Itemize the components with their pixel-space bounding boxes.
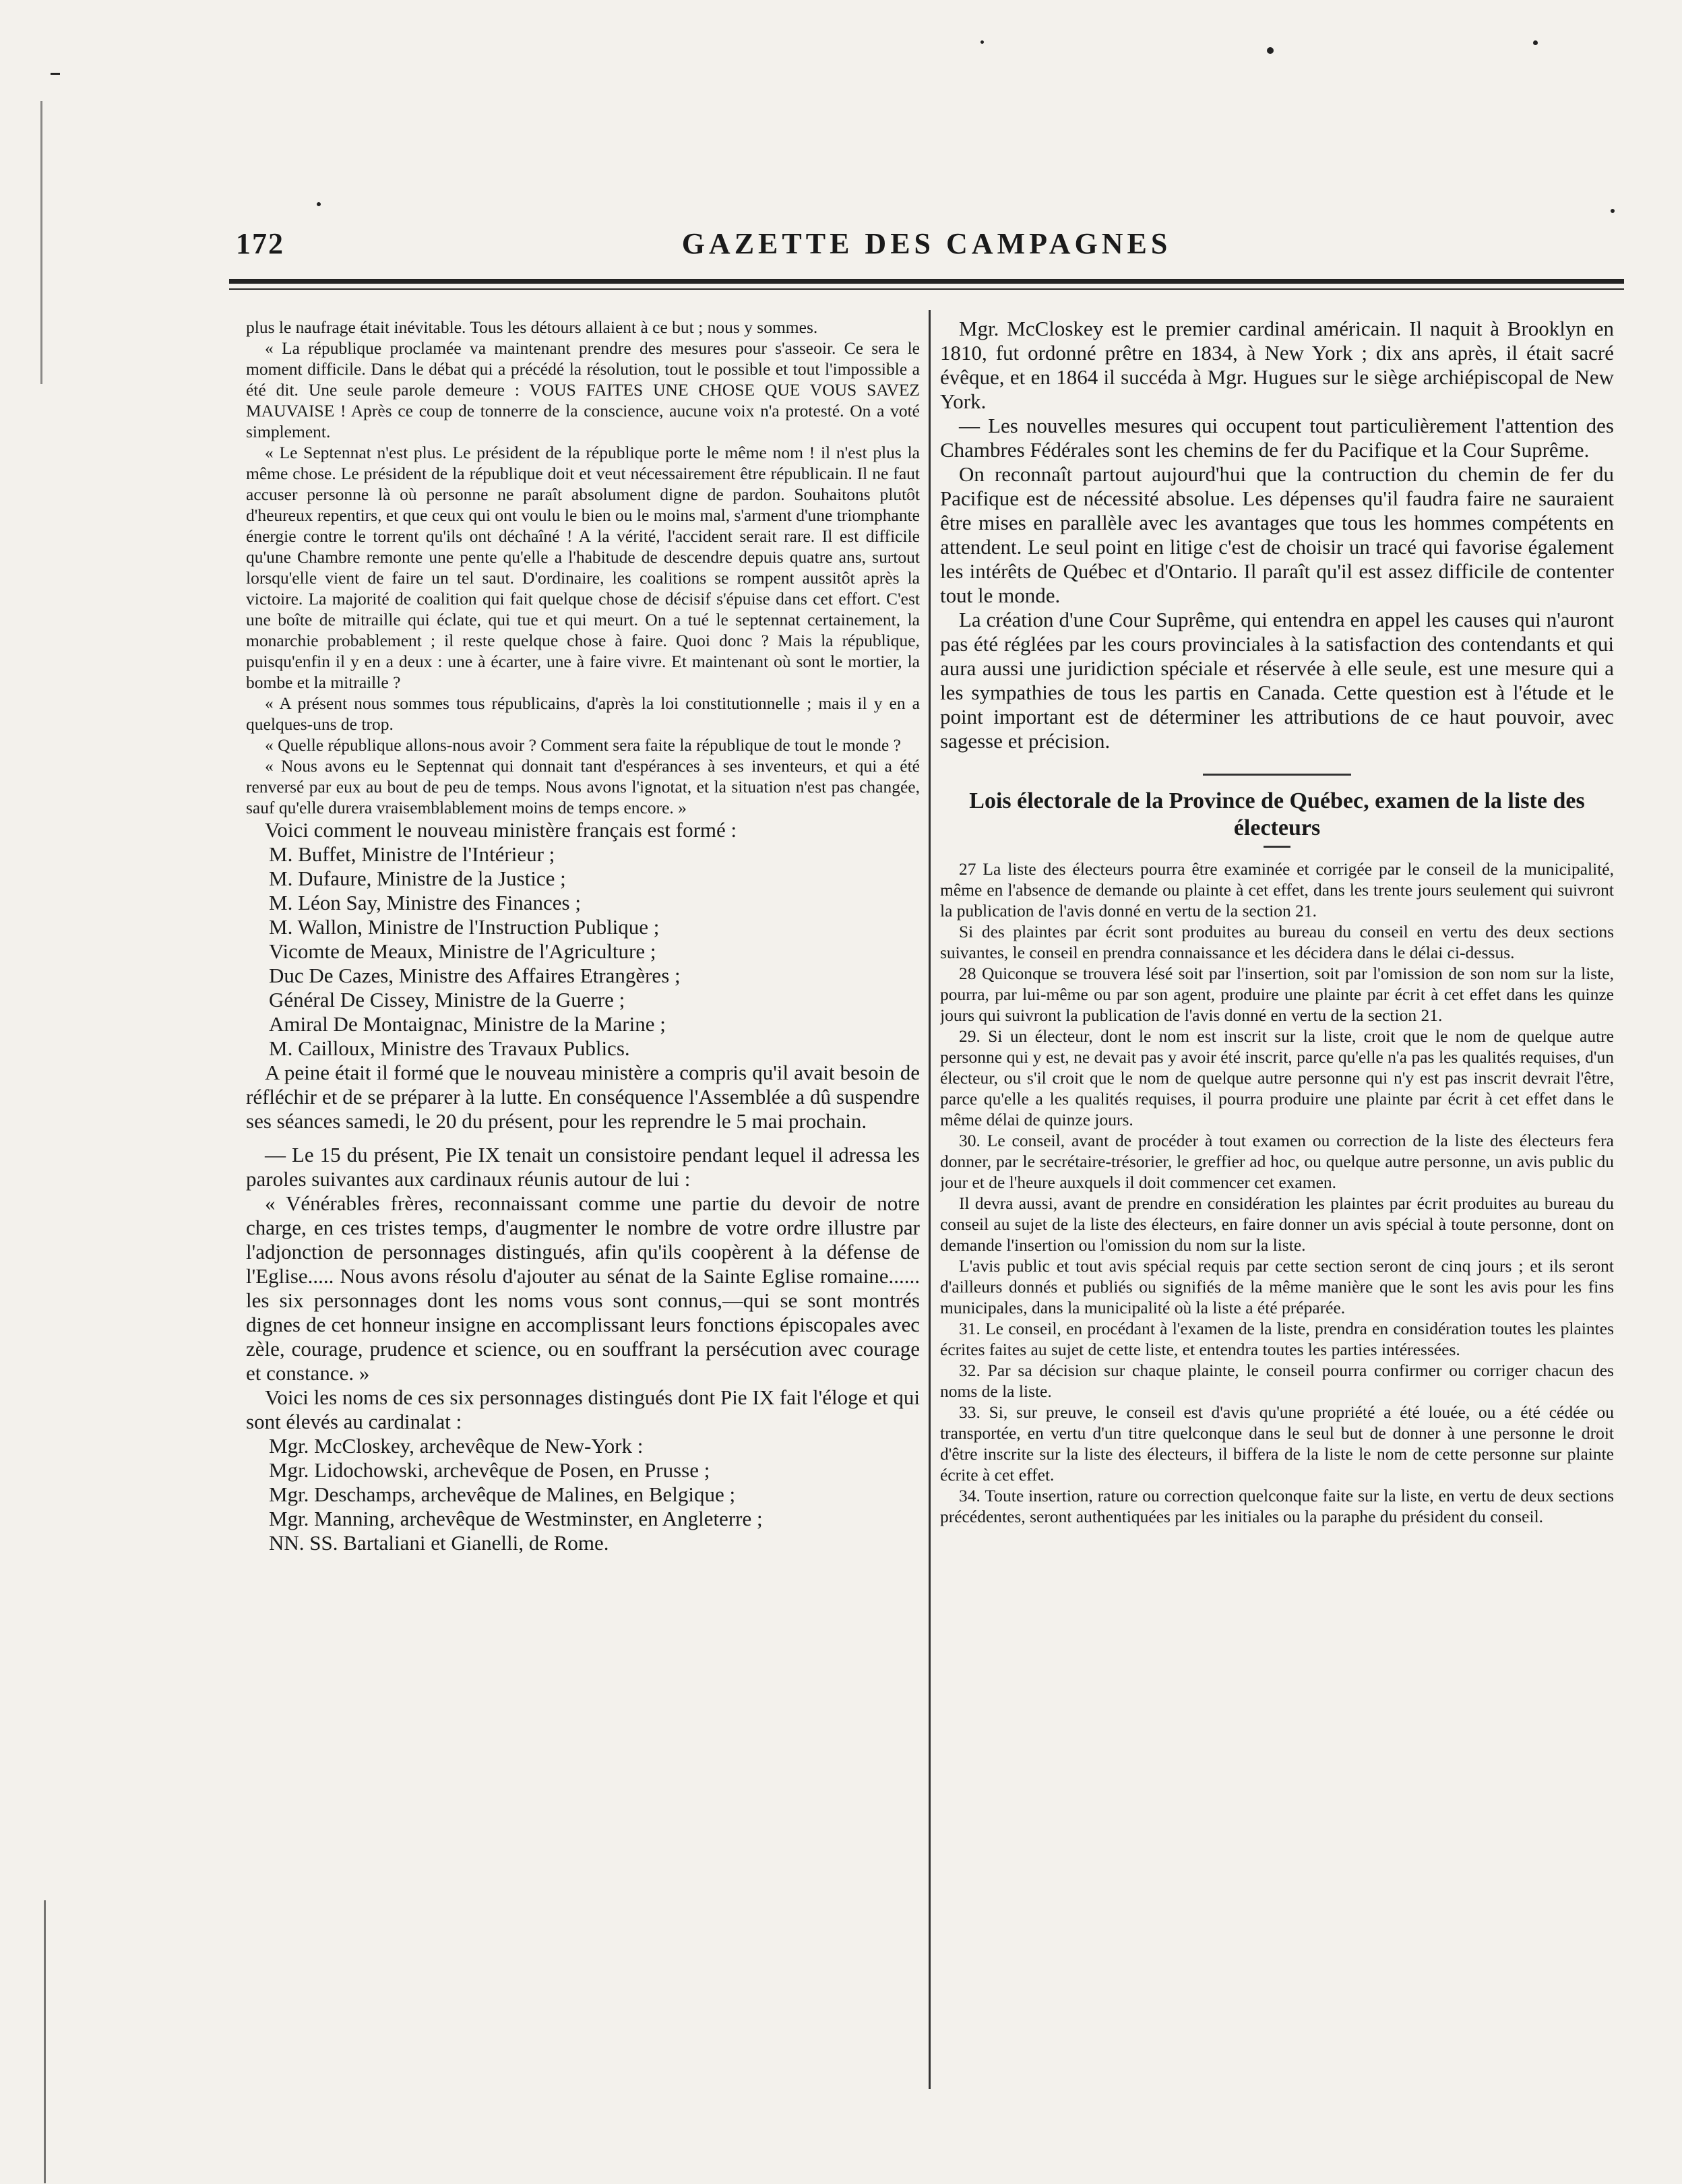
minister-line: Amiral De Montaignac, Ministre de la Marine ; <box>269 1012 666 1036</box>
cardinal-line: Mgr. Deschamps, archevêque de Malines, en Belgique ; <box>269 1483 736 1506</box>
paragraph: « Le Septennat n'est plus. Le président de la république porte le même nom ! il n'est plus la même chose. Le président de la république doit et veut nécessairement être républicain. Il ne faut accuser personne là où personne ne paraît absolument digne de pardon. Souhaitons plutôt d'heureux repentirs, et que ceux qui ont voulu le bien ou le moins mal, s'arment d'une triomphante énergie contre le torrent qu'ils ont déchaîné ! A la vérité, l'accident serait rare. Il est difficile qu'une Chambre remonte une pente qu'elle a l'habitude de descendre depuis quatre ans, surtout lorsqu'elle vient de faire un tel saut. D'ordinaire, les coalitions se rompent aussitôt après la victoire. La majorité de coalition qui fait quelque chose de décisif s'épuise dans cet effort. C'est une boîte de mitraille qui éclate, qui tue et qui meurt. On a tué le septennat certainement, la monarchie probablement ; il reste quelque chose à faire. Quoi donc ? Mais la république, puisqu'enfin il y en a deux : une à écarter, une à faire vivre. Et maintenant où sont le mortier, la bombe et la mitraille ? <box>246 443 920 692</box>
column-divider <box>929 310 931 2089</box>
law-section: 32. Par sa décision sur chaque plainte, le conseil pourra confirmer ou corriger chacun des noms de la liste. <box>940 1361 1614 1401</box>
cardinal-line: Mgr. McCloskey, archevêque de New-York : <box>269 1434 644 1458</box>
scan-speck <box>317 202 321 206</box>
paragraph: « Quelle république allons-nous avoir ? Comment sera faite la république de tout le monde ? <box>265 735 901 755</box>
section-separator <box>1203 774 1351 776</box>
left-column <box>246 317 920 2096</box>
law-section: L'avis public et tout avis spécial requis par cette section seront de cinq jours ; et ils seront d'ailleurs donnés et publiés ou signifiés de la même manière que le sont les avis pour les fins municipales, dans la municipalité où la liste a été préparée. <box>940 1256 1614 1317</box>
paragraph: « A présent nous sommes tous républicains, d'après la loi constitutionnelle ; mais il y en a quelques-uns de trop. <box>246 693 920 734</box>
paragraph: A peine était il formé que le nouveau ministère a compris qu'il avait besoin de réfléchir et de se préparer à la lutte. En conséquence l'Assemblée a dû suspendre ses séances samedi, le 20 du présent, pour les reprendre le 5 mai prochain. <box>246 1061 920 1133</box>
minister-line: M. Dufaure, Ministre de la Justice ; <box>269 867 566 890</box>
law-section: 29. Si un électeur, dont le nom est inscrit sur la liste, croit que le nom de quelque autre personne qui y est, ne devait pas y avoir été inscrit, parce qu'elle n'a pas les qualités requises, d'un électeur, ou s'il croit que le nom de quelque autre personne qui n'y est pas inscrit devrait l'être, parce qu'elle a les qualités requises, il pourra produire une plainte par écrit à cet effet dans le même délai de quinze jours. <box>940 1026 1614 1129</box>
minister-line: M. Léon Say, Ministre des Finances ; <box>269 891 581 914</box>
law-section: 34. Toute insertion, rature ou correction quelconque faite sur la liste, en vertu de deux sections précédentes, seront authentiquées par les initiales ou la paraphe du président du conseil. <box>940 1486 1614 1526</box>
law-section: 31. Le conseil, en procédant à l'examen de la liste, prendra en considération toutes les plaintes écrites faites au sujet de cette liste, et entendra toutes les parties intéressées. <box>940 1319 1614 1359</box>
page-number: 172 <box>236 227 284 260</box>
paragraph: — Le 15 du présent, Pie IX tenait un consistoire pendant lequel il adressa les paroles suivantes aux cardinaux réunis autour de lui : <box>246 1143 920 1191</box>
scan-speck <box>51 73 60 75</box>
scan-speck <box>1533 40 1538 45</box>
minister-line: Général De Cissey, Ministre de la Guerre ; <box>269 988 625 1011</box>
law-section: 28 Quiconque se trouvera lésé soit par l'insertion, soit par l'omission de son nom sur la liste, pourra, par lui-même ou par son agent, produire une plainte par écrit à cet effet dans les quinze jours qui suivront la publication de l'avis donné en vertu de la section 21. <box>940 964 1614 1025</box>
scan-speck <box>980 40 984 44</box>
section-separator <box>1264 846 1290 848</box>
page-header <box>229 226 1624 267</box>
scan-speck <box>40 101 42 384</box>
cardinal-line: Mgr. Lidochowski, archevêque de Posen, en Prusse ; <box>269 1458 710 1482</box>
paragraph: « La république proclamée va maintenant prendre des mesures pour s'asseoir. Ce sera le moment difficile. Dans le débat qui a précédé la résolution, tout le possible et tout l'impossible a été dit. Une seule parole demeure : VOUS FAITES UNE CHOSE QUE VOUS SAVEZ MAUVAISE ! Après ce coup de tonnerre de la conscience, aucune voix n'a protesté. On a voté simplement. <box>246 338 920 441</box>
paragraph: — Les nouvelles mesures qui occupent tout particulièrement l'attention des Chambres Fédérales sont les chemins de fer du Pacifique et la Cour Suprême. <box>940 414 1614 462</box>
cardinal-line: Mgr. Manning, archevêque de Westminster, en Angleterre ; <box>269 1507 763 1530</box>
scan-speck <box>1267 47 1274 54</box>
right-column <box>940 317 1614 2096</box>
header-rule-thick <box>229 279 1624 284</box>
law-section: Si des plaintes par écrit sont produites au bureau du conseil en vertu des deux sections suivantes, le conseil en prendra connaissance et les décidera dans le délai ci-dessus. <box>940 922 1614 962</box>
law-section: 33. Si, sur preuve, le conseil est d'avis qu'une propriété a été louée, ou a été cédée ou transportée, en vertu d'un titre quelconque dans le seul but de donner à une personne le droit d'être inscrite sur la liste des électeurs, il biffera de la liste le nom de cette personne sur plainte écrite à cet effet. <box>940 1402 1614 1485</box>
minister-line: M. Cailloux, Ministre des Travaux Publics. <box>269 1036 630 1060</box>
paragraph: « Nous avons eu le Septennat qui donnait tant d'espérances à ses inventeurs, et qui a été renversé par eux au bout de peu de temps. Nous avons l'ignotat, et la situation n'est pas changée, sauf qu'elle durera vraisemblablement moins de temps encore. » <box>246 756 920 817</box>
scan-speck <box>1611 209 1615 213</box>
law-section: 27 La liste des électeurs pourra être examinée et corrigée par le conseil de la municipalité, même en l'absence de demande ou plainte à cet effet, dans les trente jours seulement qui suivront la publication de l'avis donné en vertu de la section 21. <box>940 859 1614 921</box>
law-section: 30. Le conseil, avant de procéder à tout examen ou correction de la liste des électeurs fera donner, par le secrétaire-trésorier, le greffier ad hoc, ou quelque autre personne, un avis public du jour et de l'heure auxquels il doit commencer cet examen. <box>940 1131 1614 1192</box>
paragraph: Mgr. McCloskey est le premier cardinal américain. Il naquit à Brooklyn en 1810, fut ordonné prêtre en 1834, à New York ; dix ans après, il était sacré évêque, et en 1864 il succéda à Mgr. Hugues sur le siège archiépiscopal de New York. <box>940 317 1614 413</box>
header-rule-thin <box>229 288 1624 290</box>
minister-line: M. Wallon, Ministre de l'Instruction Publique ; <box>269 915 660 939</box>
paragraph: La création d'une Cour Suprême, qui entendra en appel les causes qui n'auront pas été réglées par les cours provinciales à la satisfaction des contendants et qui aura aussi une juridiction spéciale et réservée à elle seule, est une mesure qui a les sympathies de tous les partis en Canada. Cette question est à l'étude et le point important est de déterminer les attributions de ce haut pouvoir, avec sagesse et précision. <box>940 608 1614 753</box>
paragraph: On reconnaît partout aujourd'hui que la contruction du chemin de fer du Pacifique est de nécessité absolue. Les dépenses qu'il faudra faire ne sauraient être mises en parallèle avec les avantages que tous les hommes compétents en attendent. Le seul point en litige c'est de choisir un tracé qui favorise également les intérêts de Québec et d'Ontario. Il paraît qu'il est assez difficile de contenter tout le monde. <box>940 462 1614 607</box>
paragraph: Voici les noms de ces six personnages distingués dont Pie IX fait l'éloge et qui sont élevés au cardinalat : <box>246 1385 920 1433</box>
minister-line: M. Buffet, Ministre de l'Intérieur ; <box>269 842 555 866</box>
paragraph: plus le naufrage était inévitable. Tous les détours allaient à ce but ; nous y sommes. <box>246 317 818 337</box>
cardinal-line: NN. SS. Bartaliani et Gianelli, de Rome. <box>269 1531 609 1555</box>
journal-title: GAZETTE DES CAMPAGNES <box>681 227 1172 260</box>
minister-line: Duc De Cazes, Ministre des Affaires Etrangères ; <box>269 964 681 987</box>
minister-line: Vicomte de Meaux, Ministre de l'Agriculture ; <box>269 939 656 963</box>
ministry-intro: Voici comment le nouveau ministère français est formé : <box>265 818 737 842</box>
law-section: Il devra aussi, avant de prendre en considération les plaintes par écrit produites au bureau du conseil au sujet de la liste des électeurs, en faire donner un avis spécial à toute personne, dont on demande l'insertion ou l'omission du nom sur la liste. <box>940 1193 1614 1255</box>
section-title: Lois électorale de la Province de Québec, examen de la liste des électeurs <box>969 788 1585 840</box>
paragraph: « Vénérables frères, reconnaissant comme une partie du devoir de notre charge, en ces tristes temps, d'augmenter le nombre de votre ordre illustre par l'adjonction de personnages distingués, afin qu'ils coopèrent à la défense de l'Eglise..... Nous avons résolu d'ajouter au sénat de la Sainte Eglise romaine...... les six personnages dont les noms vous sont connus,—qui se sont montrés dignes de cet honneur insigne en accomplissant leurs fonctions épiscopales avec zèle, courage, prudence et science, ou en souffrant la persécution avec courage et constance. » <box>246 1191 920 1385</box>
spacer <box>246 1133 920 1143</box>
scan-speck <box>44 1900 46 2183</box>
